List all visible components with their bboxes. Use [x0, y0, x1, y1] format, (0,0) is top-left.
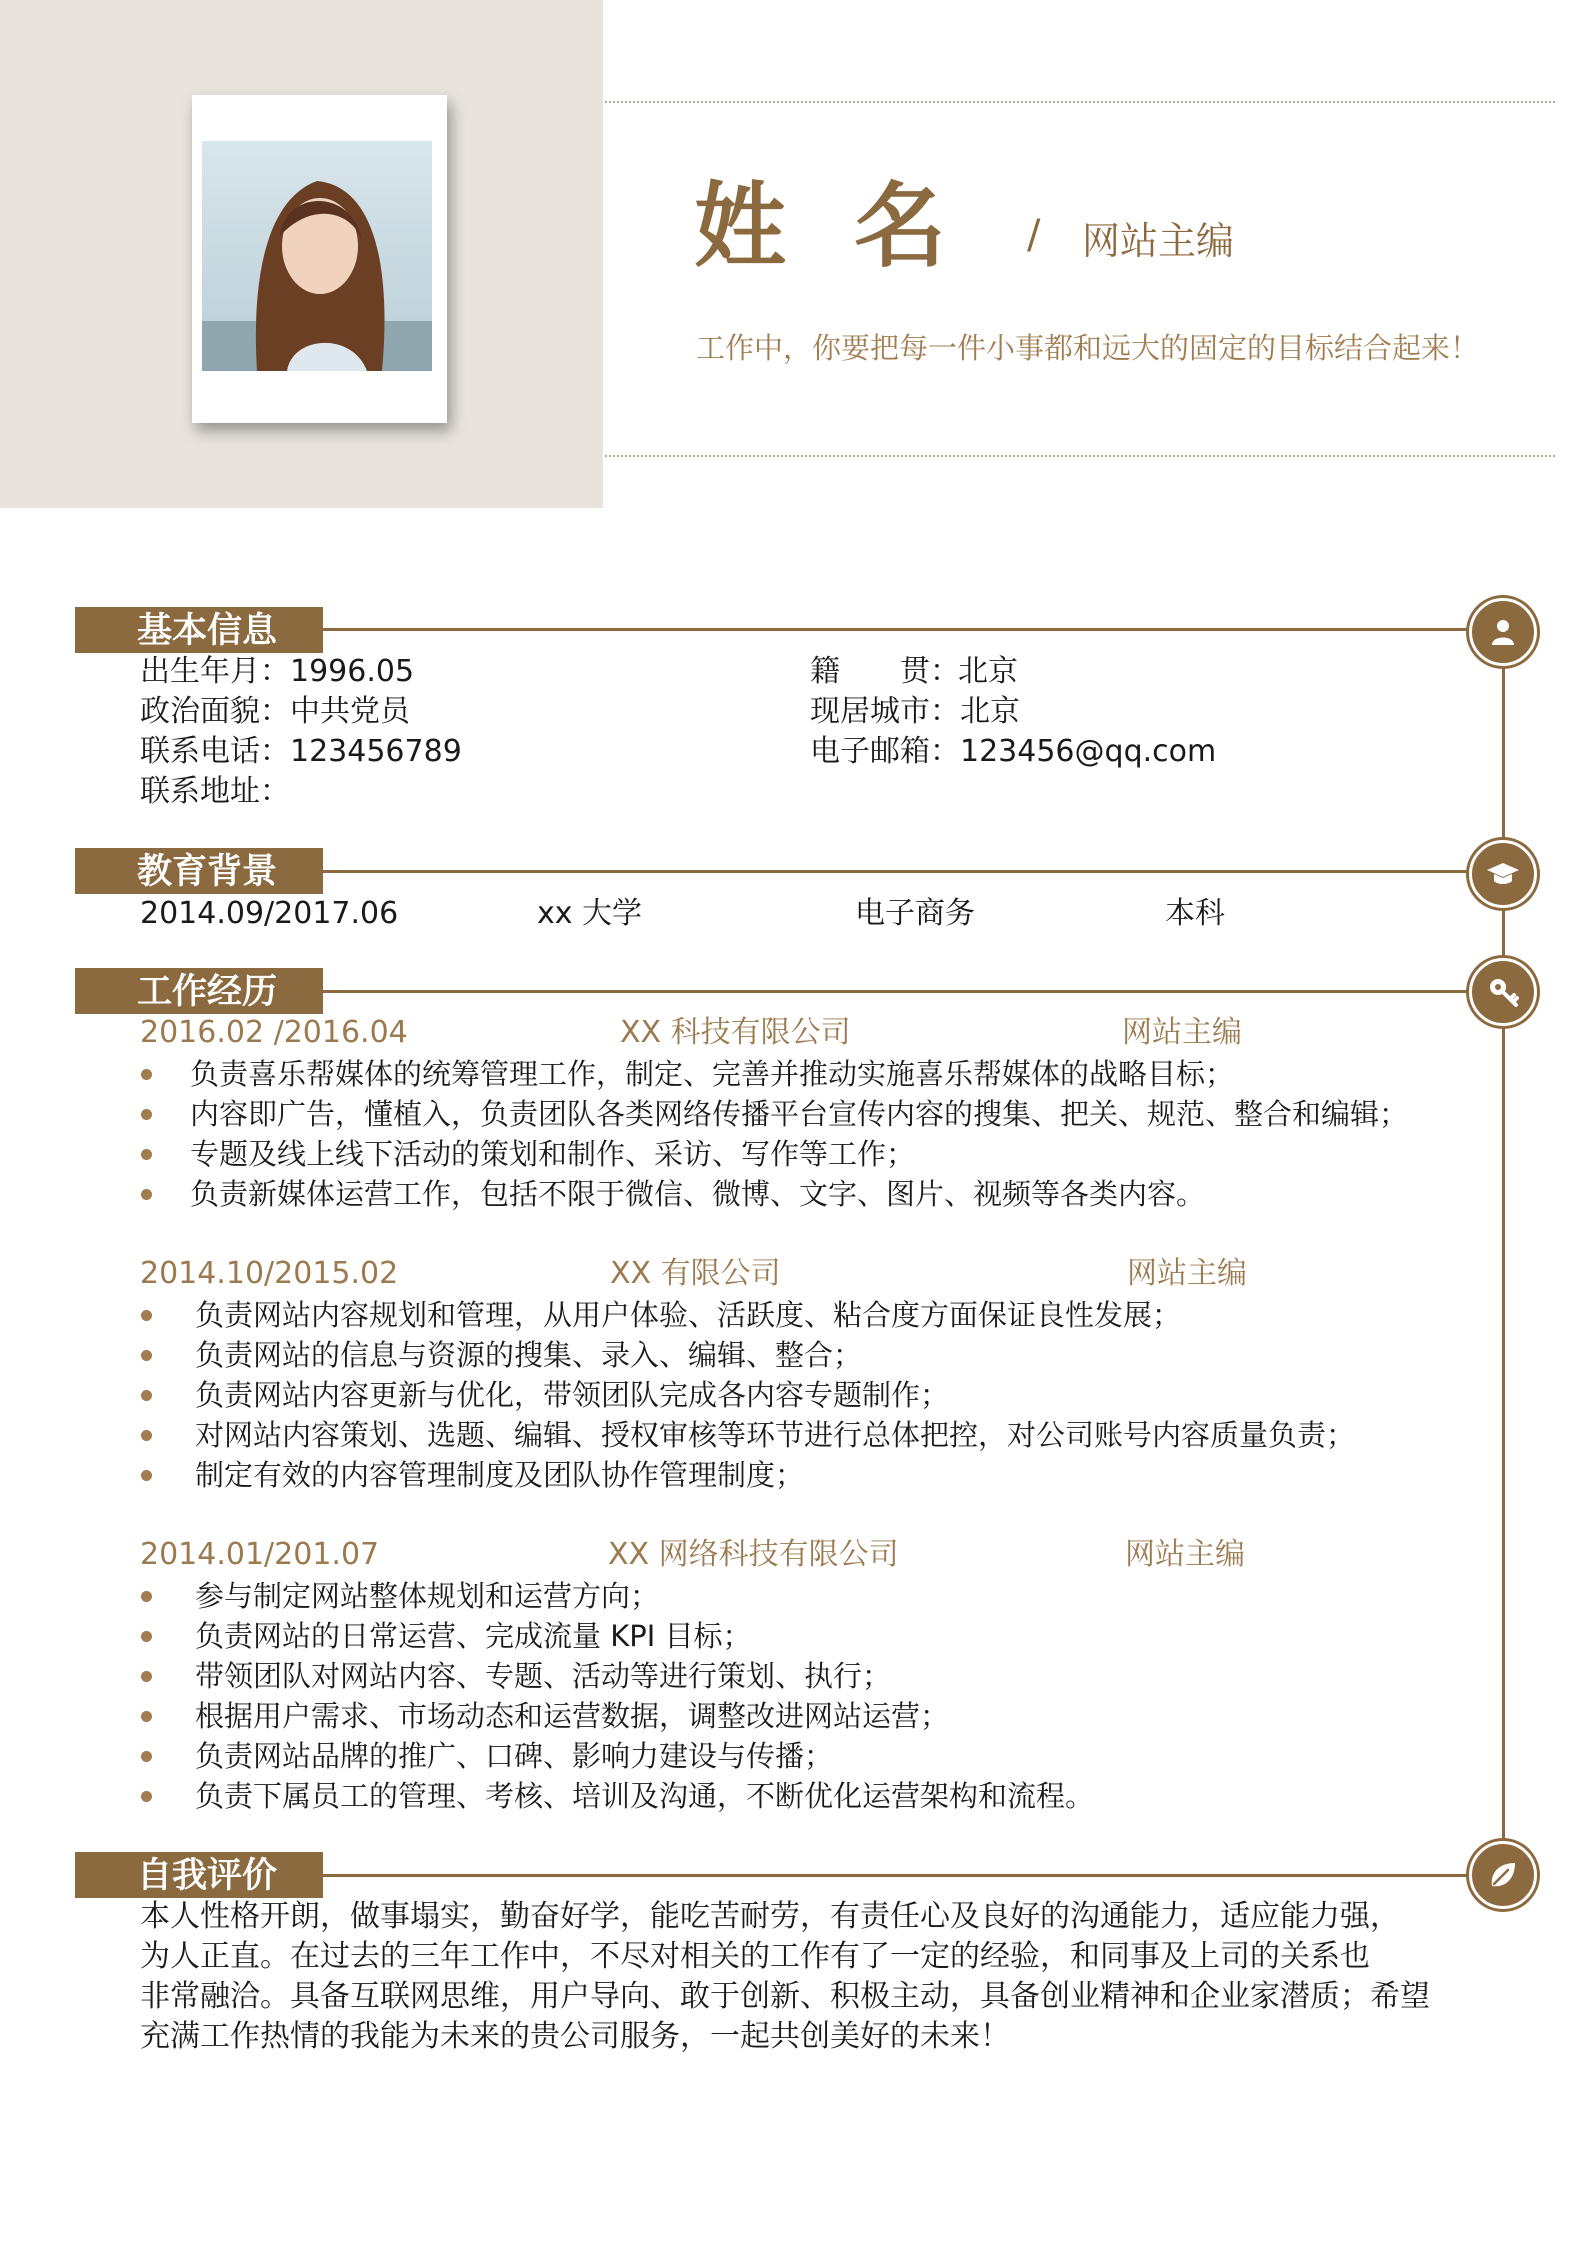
section-title-self: 自我评价 [75, 1852, 323, 1898]
bullet-point [141, 1671, 152, 1682]
section-title-work: 工作经历 [75, 968, 323, 1014]
bullet-point [141, 1591, 152, 1602]
bullet-point [141, 1711, 152, 1722]
self-eval-line: 充满工作热情的我能为未来的贵公司服务，一起共创美好的未来！ [140, 2019, 1010, 2054]
header-top-divider [605, 101, 1555, 103]
graduation-cap-icon [1469, 840, 1537, 908]
list-item: 带领团队对网站内容、专题、活动等进行策划、执行； [195, 1659, 892, 1693]
basic-native-label: 籍 贯： [810, 654, 960, 689]
bullet-point [141, 1791, 152, 1802]
bullet-point [141, 1390, 152, 1401]
bullet-point [141, 1310, 152, 1321]
list-item: 负责网站内容更新与优化，带领团队完成各内容专题制作； [195, 1378, 950, 1412]
job3-period: 2014.01/201.07 [140, 1537, 380, 1572]
section-title-basic: 基本信息 [75, 607, 323, 653]
motto: 工作中，你要把每一件小事都和远大的固定的目标结合起来！ [696, 331, 1480, 365]
list-item: 参与制定网站整体规划和运营方向； [195, 1579, 660, 1613]
bullet-point [141, 1751, 152, 1762]
person-icon [1469, 598, 1537, 666]
list-item: 对网站内容策划、选题、编辑、授权审核等环节进行总体把控，对公司账号内容质量负责； [195, 1418, 1356, 1452]
list-item: 根据用户需求、市场动态和运营数据，调整改进网站运营； [195, 1699, 950, 1733]
photo-frame [192, 95, 447, 423]
list-item: 负责网站品牌的推广、口碑、影响力建设与传播； [195, 1739, 834, 1773]
bullet-point [141, 1149, 152, 1160]
job-title: 网站主编 [1082, 219, 1235, 263]
bullet-point [141, 1109, 152, 1120]
timeline-line [1502, 630, 1505, 1870]
basic-political: 政治面貌：中共党员 [140, 694, 410, 729]
basic-city: 现居城市：北京 [810, 694, 1020, 729]
bullet-point [141, 1430, 152, 1441]
list-item: 负责喜乐帮媒体的统筹管理工作，制定、完善并推动实施喜乐帮媒体的战略目标； [190, 1057, 1235, 1091]
edu-period: 2014.09/2017.06 [140, 896, 399, 931]
title-separator: / [1027, 212, 1041, 258]
bullet-point [141, 1189, 152, 1200]
profile-photo [202, 141, 432, 371]
job3-role: 网站主编 [1125, 1537, 1245, 1572]
self-eval-line: 非常融洽。具备互联网思维，用户导向、敢于创新、积极主动，具备创业精神和企业家潜质；希望 [140, 1979, 1430, 2014]
job3-company: XX 网络科技有限公司 [608, 1537, 899, 1572]
list-item: 负责网站内容规划和管理，从用户体验、活跃度、粘合度方面保证良性发展； [195, 1298, 1182, 1332]
basic-phone: 联系电话：123456789 [140, 734, 462, 769]
section-divider-education [323, 870, 1470, 873]
job1-period: 2016.02 /2016.04 [140, 1015, 408, 1050]
job2-role: 网站主编 [1127, 1256, 1247, 1291]
edu-degree: 本科 [1165, 896, 1225, 931]
edu-major: 电子商务 [855, 896, 975, 931]
job2-period: 2014.10/2015.02 [140, 1256, 399, 1291]
list-item: 内容即广告，懂植入，负责团队各类网络传播平台宣传内容的搜集、把关、规范、整合和编辑； [190, 1097, 1409, 1131]
job1-company: XX 科技有限公司 [620, 1015, 851, 1050]
bullet-point [141, 1470, 152, 1481]
header-bottom-divider [605, 455, 1555, 457]
list-item: 负责网站的信息与资源的搜集、录入、编辑、整合； [195, 1338, 863, 1372]
bullet-point [141, 1631, 152, 1642]
basic-address: 联系地址： [140, 774, 290, 809]
bullet-point [141, 1069, 152, 1080]
key-icon [1469, 958, 1537, 1026]
job1-role: 网站主编 [1122, 1015, 1242, 1050]
edu-school: xx 大学 [537, 896, 643, 931]
job2-company: XX 有限公司 [610, 1256, 781, 1291]
section-divider-work [323, 990, 1470, 993]
list-item: 负责下属员工的管理、考核、培训及沟通，不断优化运营架构和流程。 [195, 1779, 1095, 1813]
section-divider-basic [323, 628, 1470, 631]
section-divider-self [323, 1874, 1470, 1877]
basic-birth: 出生年月：1996.05 [140, 654, 415, 689]
list-item: 专题及线上线下活动的策划和制作、采访、写作等工作； [190, 1137, 916, 1171]
list-item: 负责网站的日常运营、完成流量 KPI 目标； [195, 1619, 752, 1653]
list-item: 制定有效的内容管理制度及团队协作管理制度； [195, 1458, 805, 1492]
leaf-icon [1469, 1841, 1537, 1909]
candidate-name: 姓名 [694, 173, 1015, 280]
bullet-point [141, 1350, 152, 1361]
section-title-education: 教育背景 [75, 848, 323, 894]
self-eval-line: 为人正直。在过去的三年工作中，不尽对相关的工作有了一定的经验，和同事及上司的关系也 [140, 1939, 1370, 1974]
basic-email: 电子邮箱：123456@qq.com [810, 734, 1217, 769]
basic-native-value: 北京 [958, 654, 1018, 689]
self-eval-line: 本人性格开朗，做事塌实，勤奋好学，能吃苦耐劳，有责任心及良好的沟通能力，适应能力强， [140, 1899, 1400, 1934]
list-item: 负责新媒体运营工作，包括不限于微信、微博、文字、图片、视频等各类内容。 [190, 1177, 1206, 1211]
